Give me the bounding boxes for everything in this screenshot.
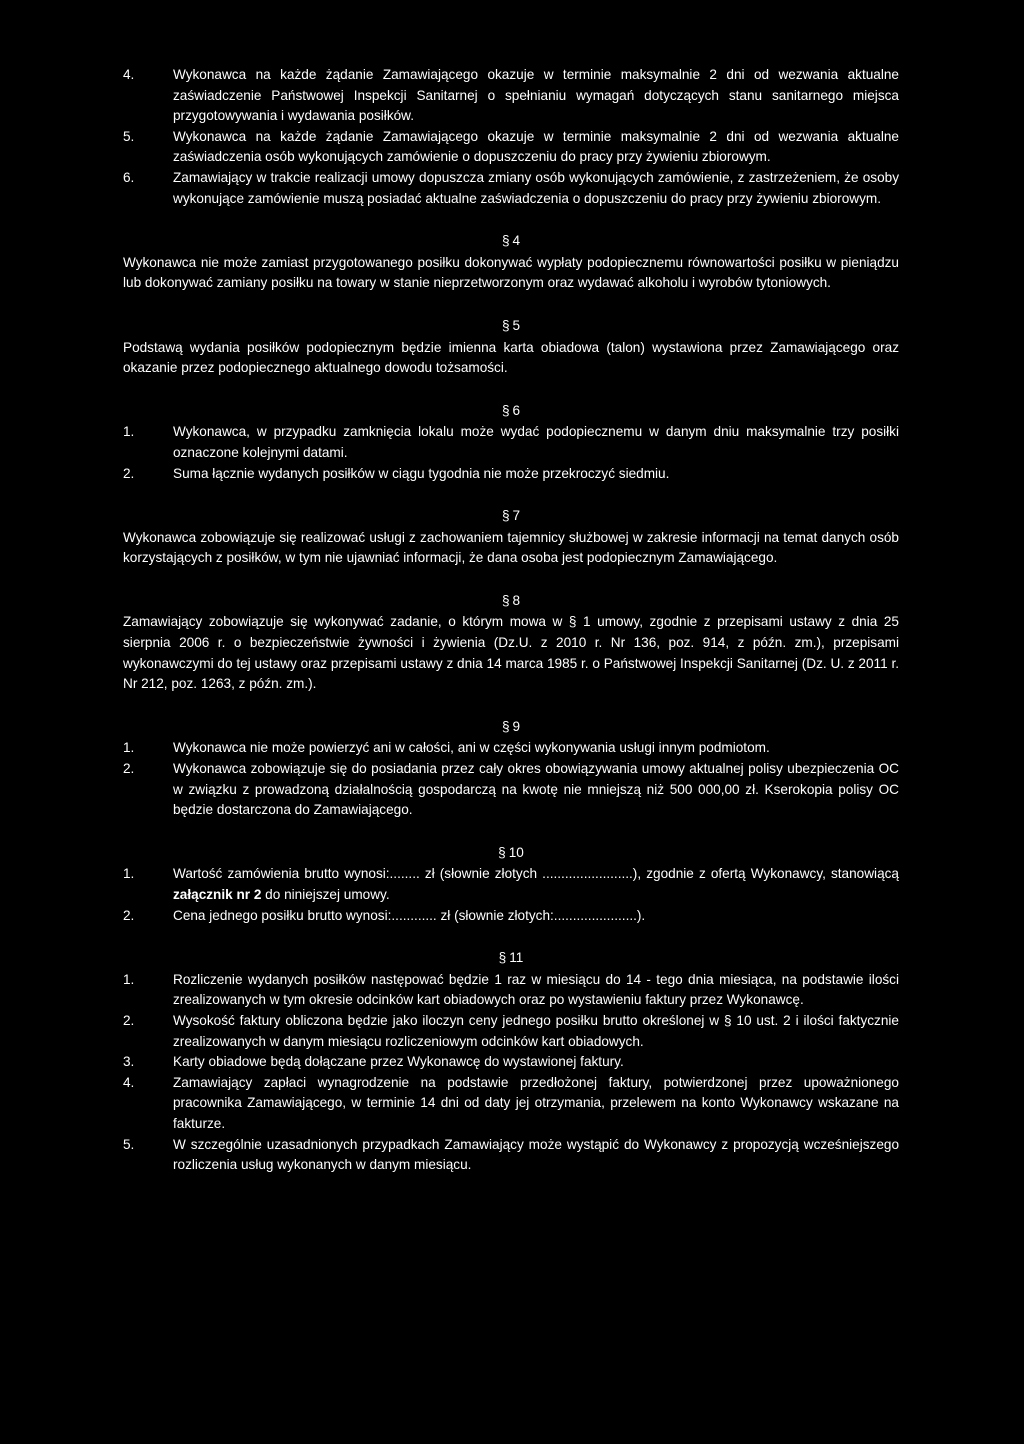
item-number: 5. bbox=[123, 1136, 135, 1152]
item-number: 1. bbox=[123, 866, 135, 882]
attachment-reference: załącznik nr 2 bbox=[173, 887, 262, 902]
list-item bbox=[123, 1073, 899, 1135]
section-number: 7 bbox=[512, 508, 521, 524]
section-heading bbox=[123, 843, 899, 864]
intro-list bbox=[123, 65, 899, 209]
list-item bbox=[123, 464, 899, 485]
list-item bbox=[123, 1052, 899, 1073]
item-number: 2. bbox=[123, 1012, 135, 1028]
item-number: 1. bbox=[123, 424, 135, 440]
item-text bbox=[173, 864, 899, 905]
list-item bbox=[123, 422, 899, 463]
item-number: 1. bbox=[123, 740, 135, 756]
item-number: 4. bbox=[123, 67, 135, 82]
item-number: 2. bbox=[123, 761, 135, 777]
item-number: 5. bbox=[123, 128, 135, 144]
item-text: Wykonawca zobowiązuje się do posiadania przez cały okres obowiązywania umowy aktualnej polisy ubezpieczenia OC w związku z prowadzoną działalnością gospodarczą na kwotę nie mniejszą niż 500 000,00 zł. Kserokopia polisy OC będzie dostarczona do Zamawiającego. bbox=[173, 761, 899, 818]
section-paragraph: Podstawą wydania posiłków podopiecznym będzie imienna karta obiadowa (talon) wystawiona przez Zamawiającego oraz okazanie przez podopiecznego aktualnego dowodu tożsamości. bbox=[123, 339, 899, 376]
section-number: 9 bbox=[512, 718, 521, 734]
item-text: Zamawiający zapłaci wynagrodzenie na podstawie przedłożonej faktury, potwierdzonej przez upoważnionego pracownika Zamawiającego, w terminie 14 dni od daty jej otrzymania, przelewem na konto Wykonawcy wskazane na fakturze. bbox=[173, 1074, 899, 1131]
section-4 bbox=[123, 231, 899, 294]
item-text-part: do niniejszej umowy. bbox=[261, 887, 390, 902]
item-number: 6. bbox=[123, 169, 135, 185]
section-9 bbox=[123, 717, 899, 821]
section-7 bbox=[123, 506, 899, 569]
item-number: 3. bbox=[123, 1054, 135, 1070]
list-item bbox=[123, 168, 899, 209]
section-symbol: § bbox=[501, 233, 510, 249]
section-heading bbox=[123, 401, 899, 422]
item-text: Cena jednego posiłku brutto wynosi:............ zł (słownie złotych:......................). bbox=[173, 907, 646, 923]
section-heading bbox=[123, 506, 899, 527]
section-number: 10 bbox=[508, 844, 524, 860]
list-item bbox=[123, 65, 899, 127]
item-text: Wykonawca, w przypadku zamknięcia lokalu może wydać podopiecznemu w danym dniu maksymalnie trzy posiłki oznaczone kolejnymi datami. bbox=[173, 424, 899, 460]
section-number: 4 bbox=[512, 233, 521, 249]
section-number: 6 bbox=[512, 402, 521, 418]
section-symbol: § bbox=[501, 718, 510, 734]
section-6 bbox=[123, 401, 899, 484]
item-number: 2. bbox=[123, 465, 135, 481]
section-symbol: § bbox=[501, 508, 510, 524]
section-symbol: § bbox=[501, 317, 510, 333]
item-text: Wysokość faktury obliczona będzie jako iloczyn ceny jednego posiłku brutto określonej w § 10 ust. 2 i ilości faktycznie zrealizowanych w danym miesiącu rozliczeniowym odcinków kart obiadowych. bbox=[173, 1012, 899, 1049]
item-text: Wykonawca na każde żądanie Zamawiającego okazuje w terminie maksymalnie 2 dni od wezwania aktualne zaświadczenie Państwowej Inspekcji Sanitarnej o spełnianiu wymagań dotyczących stanu sanitarnego miejsca przygotowywania i wydawania posiłków. bbox=[173, 67, 899, 124]
list-item bbox=[123, 1135, 899, 1176]
item-text: Rozliczenie wydanych posiłków następować będzie 1 raz w miesiącu do 14 - tego dnia miesiąca, na podstawie ilości zrealizowanych w tym okresie odcinków kart obiadowych oraz po wystawieniu faktury przez Wykonawcę. bbox=[173, 971, 899, 1008]
section-heading bbox=[123, 231, 899, 252]
item-text: Suma łącznie wydanych posiłków w ciągu tygodnia nie może przekroczyć siedmiu. bbox=[173, 465, 670, 481]
item-text: Karty obiadowe będą dołączane przez Wykonawcę do wystawionej faktury. bbox=[173, 1054, 624, 1070]
section-heading bbox=[123, 948, 899, 969]
list-item bbox=[123, 906, 899, 927]
section-heading bbox=[123, 591, 899, 612]
section-paragraph: Wykonawca zobowiązuje się realizować usługi z zachowaniem tajemnicy służbowej w zakresie informacji na temat danych osób korzystających z posiłków, w tym nie ujawniać informacji, że dana osoba jest podopiecznym Zamawiającego. bbox=[123, 529, 899, 566]
list-item bbox=[123, 738, 899, 759]
list-item bbox=[123, 1011, 899, 1052]
document-page bbox=[123, 65, 899, 1176]
item-number: 1. bbox=[123, 971, 135, 987]
section-symbol: § bbox=[501, 402, 510, 418]
section-symbol: § bbox=[498, 844, 506, 860]
list-item bbox=[123, 759, 899, 821]
item-text: Wykonawca nie może powierzyć ani w całości, ani w części wykonywania usługi innym podmiotom. bbox=[173, 740, 770, 756]
item-number: 2. bbox=[123, 907, 135, 923]
section-5 bbox=[123, 316, 899, 379]
section-11 bbox=[123, 948, 899, 1176]
list-item bbox=[123, 127, 899, 168]
section-paragraph: Wykonawca nie może zamiast przygotowanego posiłku dokonywać wypłaty podopiecznemu równowartości posiłku w pieniądzu lub dokonywać zamiany posiłku na towary w stanie nieprzetworzonym oraz wydawać alkoholu i wyrobów tytoniowych. bbox=[123, 254, 899, 291]
section-8 bbox=[123, 591, 899, 695]
item-text-part: Wartość zamówienia brutto wynosi:........ zł (słownie złotych ........................), zgodnie z ofertą Wykonawcy, stanowiącą bbox=[173, 866, 899, 882]
section-heading bbox=[123, 717, 899, 738]
section-number: 8 bbox=[512, 592, 521, 608]
section-symbol: § bbox=[498, 950, 507, 966]
section-number: 5 bbox=[512, 317, 521, 333]
section-10 bbox=[123, 843, 899, 926]
section-paragraph: Zamawiający zobowiązuje się wykonywać zadanie, o którym mowa w § 1 umowy, zgodnie z przepisami ustawy z dnia 25 sierpnia 2006 r. o bezpieczeństwie żywności i żywienia (Dz.U. z 2010 r. Nr 136, poz. 914, z późn. zm.), przepisami wykonawczymi do tej ustawy oraz przepisami ustawy z dnia 14 marca 1985 r. o Państwowej Inspekcji Sanitarnej (Dz. U. z 2011 r. Nr 212, poz. 1263, z późn. zm.). bbox=[123, 614, 899, 692]
list-item bbox=[123, 864, 899, 905]
item-number: 4. bbox=[123, 1074, 135, 1090]
item-text: Wykonawca na każde żądanie Zamawiającego okazuje w terminie maksymalnie 2 dni od wezwania aktualne zaświadczenia osób wykonujących zamówienie o dopuszczeniu do pracy przy żywieniu zbiorowym. bbox=[173, 128, 899, 165]
item-text: W szczególnie uzasadnionych przypadkach Zamawiający może wystąpić do Wykonawcy z propozycją wcześniejszego rozliczenia usług wykonanych w danym miesiącu. bbox=[173, 1136, 899, 1173]
section-heading bbox=[123, 316, 899, 337]
list-item bbox=[123, 970, 899, 1011]
section-symbol: § bbox=[501, 592, 510, 608]
item-text: Zamawiający w trakcie realizacji umowy dopuszcza zmiany osób wykonujących zamówienie, z zastrzeżeniem, że osoby wykonujące zamówienie muszą posiadać aktualne zaświadczenia o dopuszczeniu do pracy przy żywieniu zbiorowym. bbox=[173, 169, 899, 206]
section-number: 11 bbox=[509, 950, 524, 966]
